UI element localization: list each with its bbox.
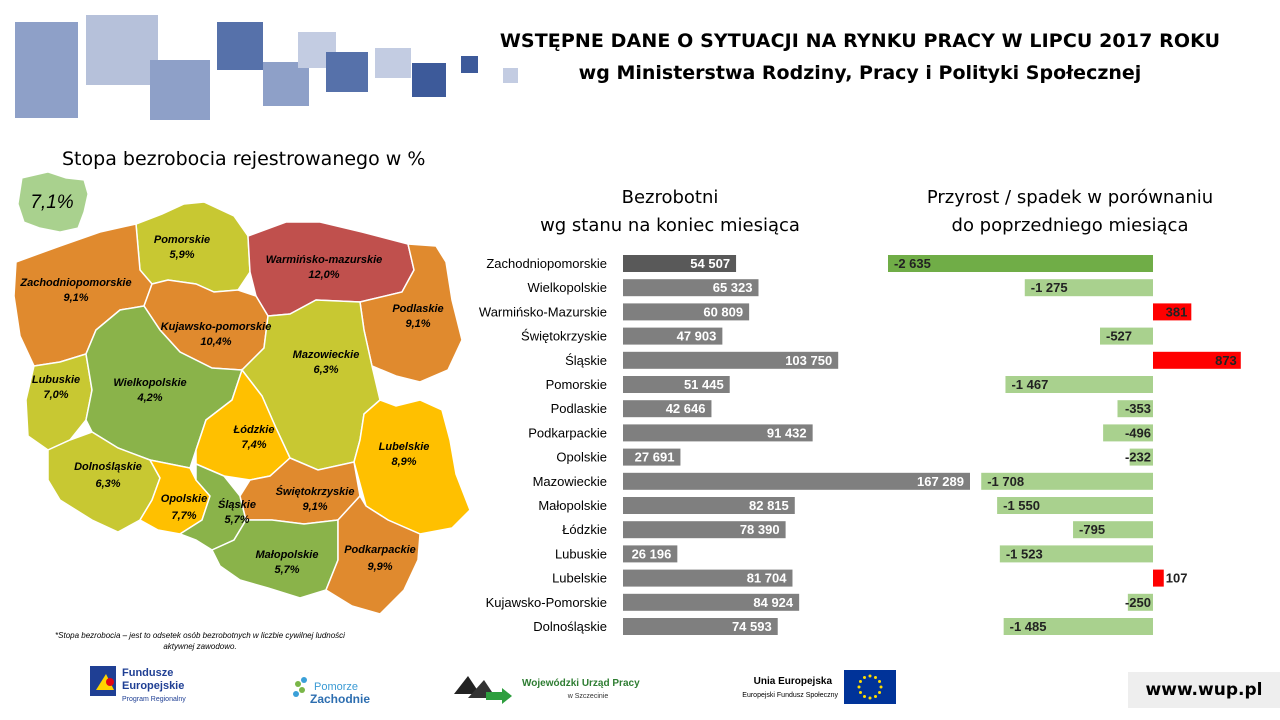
category-label: Podlaskie [550, 401, 607, 417]
national-rate: 7,1% [30, 192, 74, 213]
map-heading: Stopa bezrobocia rejestrowanego w % [62, 148, 426, 170]
website-url[interactable]: www.wup.pl [1128, 672, 1280, 708]
chart2-heading-line2: do poprzedniego miesiąca [951, 215, 1189, 236]
region-label: Opolskie [160, 493, 208, 505]
change-value-label: 381 [1165, 304, 1188, 320]
region-rate: 5,7% [274, 564, 300, 576]
eu-star [859, 680, 862, 683]
region-rate: 5,9% [169, 249, 195, 261]
change-value-label: -250 [1124, 594, 1151, 610]
eu-star [863, 695, 866, 698]
region-rate: 9,1% [63, 292, 89, 304]
region-rate: 4,2% [137, 392, 163, 404]
category-label: Małopolskie [538, 498, 607, 513]
region-label: Kujawsko-pomorskie [160, 321, 272, 333]
unemployed-value-label: 91 432 [766, 425, 807, 441]
category-label: Łódzkie [562, 522, 607, 538]
region-label: Podkarpackie [344, 544, 416, 556]
category-label: Podkarpackie [528, 425, 607, 441]
unia-europejska-logo [720, 668, 900, 708]
ue-line2: Europejski Fundusz Społeczny [742, 692, 838, 699]
chart1-heading-line1: Bezrobotni [621, 187, 719, 208]
ue-line1: Unia Europejska [753, 676, 832, 687]
region-label: Śląskie [218, 499, 256, 511]
change-bar [1153, 570, 1164, 587]
pz-line2: Zachodnie [310, 692, 371, 706]
footnote: *Stopa bezrobocia – jest to odsetek osób bezrobotnych w liczbie cywilnej ludności aktywnej zawodowo. [55, 631, 345, 651]
region-label: Warmińsko-mazurskie [265, 254, 383, 266]
unemployed-value-label: 47 903 [676, 328, 717, 344]
unemployed-value-label: 103 750 [785, 352, 833, 368]
region-rate: 9,9% [367, 561, 393, 573]
fe-line3: Program Regionalny [122, 696, 186, 703]
change-value-label: 873 [1215, 352, 1237, 368]
unemployed-value-label: 78 390 [739, 522, 780, 538]
unemployed-value-label: 65 323 [712, 280, 753, 296]
category-label: Śląskie [565, 352, 607, 368]
chart1-heading-line2: wg stanu na koniec miesiąca [540, 215, 800, 236]
unemployed-value-label: 60 809 [703, 304, 744, 320]
change-value-label: -232 [1124, 449, 1151, 465]
fe-line2: Europejskie [122, 680, 185, 692]
change-value-label: -1 467 [1011, 377, 1049, 392]
change-value-label: -496 [1124, 425, 1151, 441]
fe-line1: Fundusze [122, 667, 174, 679]
category-label: Kujawsko-Pomorskie [485, 594, 607, 610]
region-label: Małopolskie [255, 549, 319, 561]
unemployed-value-label: 54 507 [690, 256, 731, 271]
region-label: Mazowieckie [292, 349, 360, 361]
wup-line1: Wojewódzki Urząd Pracy [522, 678, 640, 689]
region-rate: 6,3% [95, 478, 121, 490]
pz-line1: Pomorze [314, 681, 359, 693]
unemployed-value-label: 42 646 [665, 401, 706, 417]
region-rate: 9,1% [405, 318, 431, 330]
eu-star [859, 691, 862, 694]
region-label: Wielkopolskie [113, 377, 187, 389]
page-subtitle: wg Ministerstwa Rodziny, Pracy i Polityki Społecznej [578, 62, 1142, 84]
region-rate: 9,1% [302, 501, 328, 513]
wup-line2: w Szczecinie [567, 693, 609, 700]
change-value-label: -353 [1124, 401, 1151, 417]
category-label: Warmińsko-Mazurskie [478, 304, 607, 320]
region-label: Łódzkie [233, 424, 275, 436]
unemployed-value-label: 26 196 [631, 546, 672, 562]
change-value-label: -1 275 [1030, 280, 1068, 296]
region-label: Lubuskie [31, 374, 81, 386]
region-label: Świętokrzyskie [275, 486, 355, 498]
change-value-label: -1 485 [1009, 619, 1047, 634]
region-rate: 7,7% [171, 510, 197, 522]
category-label: Pomorskie [545, 377, 607, 392]
change-value-label: -527 [1106, 328, 1133, 344]
unemployed-value-label: 74 593 [731, 619, 772, 634]
region-label: Lubelskie [378, 441, 430, 453]
wup-logo [450, 668, 650, 708]
change-value-label: -1 523 [1005, 546, 1043, 562]
change-value-label: -1 550 [1003, 498, 1040, 513]
eu-star [878, 691, 881, 694]
chart2-heading-line1: Przyrost / spadek w porównaniu [926, 187, 1214, 208]
change-value-label: -795 [1079, 522, 1106, 538]
eu-star [869, 697, 872, 700]
region-label: Dolnośląskie [74, 461, 142, 473]
pomorze-zachodnie-logo [288, 670, 388, 710]
fe-logo-dot [106, 678, 114, 686]
category-label: Lubelskie [552, 570, 607, 586]
region-rate: 12,0% [308, 269, 340, 281]
region-rate: 7,4% [241, 439, 267, 451]
eu-star [863, 676, 866, 679]
eu-star [858, 686, 861, 689]
region-rate: 7,0% [43, 389, 69, 401]
page-title: WSTĘPNE DANE O SYTUACJI NA RYNKU PRACY W LIPCU 2017 ROKU [499, 30, 1221, 52]
category-label: Świętokrzyskie [521, 328, 607, 344]
category-label: Dolnośląskie [533, 619, 607, 634]
category-label: Wielkopolskie [527, 280, 607, 296]
region-rate: 8,9% [391, 456, 417, 468]
unemployed-value-label: 84 924 [753, 594, 794, 610]
region-label: Podlaskie [392, 303, 444, 315]
category-label: Opolskie [556, 449, 607, 465]
unemployed-value-label: 81 704 [746, 570, 787, 586]
region-rate: 6,3% [313, 364, 339, 376]
eu-star [880, 686, 883, 689]
unemployed-value-label: 51 445 [683, 377, 724, 392]
change-value-label: -1 708 [987, 473, 1025, 489]
category-label: Lubuskie [554, 546, 607, 562]
eu-star [869, 675, 872, 678]
region-label: Pomorskie [153, 234, 211, 246]
eu-star [874, 676, 877, 679]
change-value-label: 107 [1165, 570, 1188, 586]
region-rate: 10,4% [200, 336, 232, 348]
fundusze-europejskie-logo [88, 660, 218, 710]
category-label: Mazowieckie [532, 473, 607, 489]
region-rate: 5,7% [224, 514, 250, 526]
unemployed-value-label: 27 691 [634, 449, 675, 465]
eu-star [874, 695, 877, 698]
unemployed-value-label: 82 815 [749, 498, 789, 513]
region-label: Zachodniopomorskie [20, 277, 132, 289]
change-value-label: -2 635 [894, 256, 931, 271]
unemployed-value-label: 167 289 [917, 473, 964, 489]
category-label: Zachodniopomorskie [486, 256, 607, 271]
eu-star [878, 680, 881, 683]
